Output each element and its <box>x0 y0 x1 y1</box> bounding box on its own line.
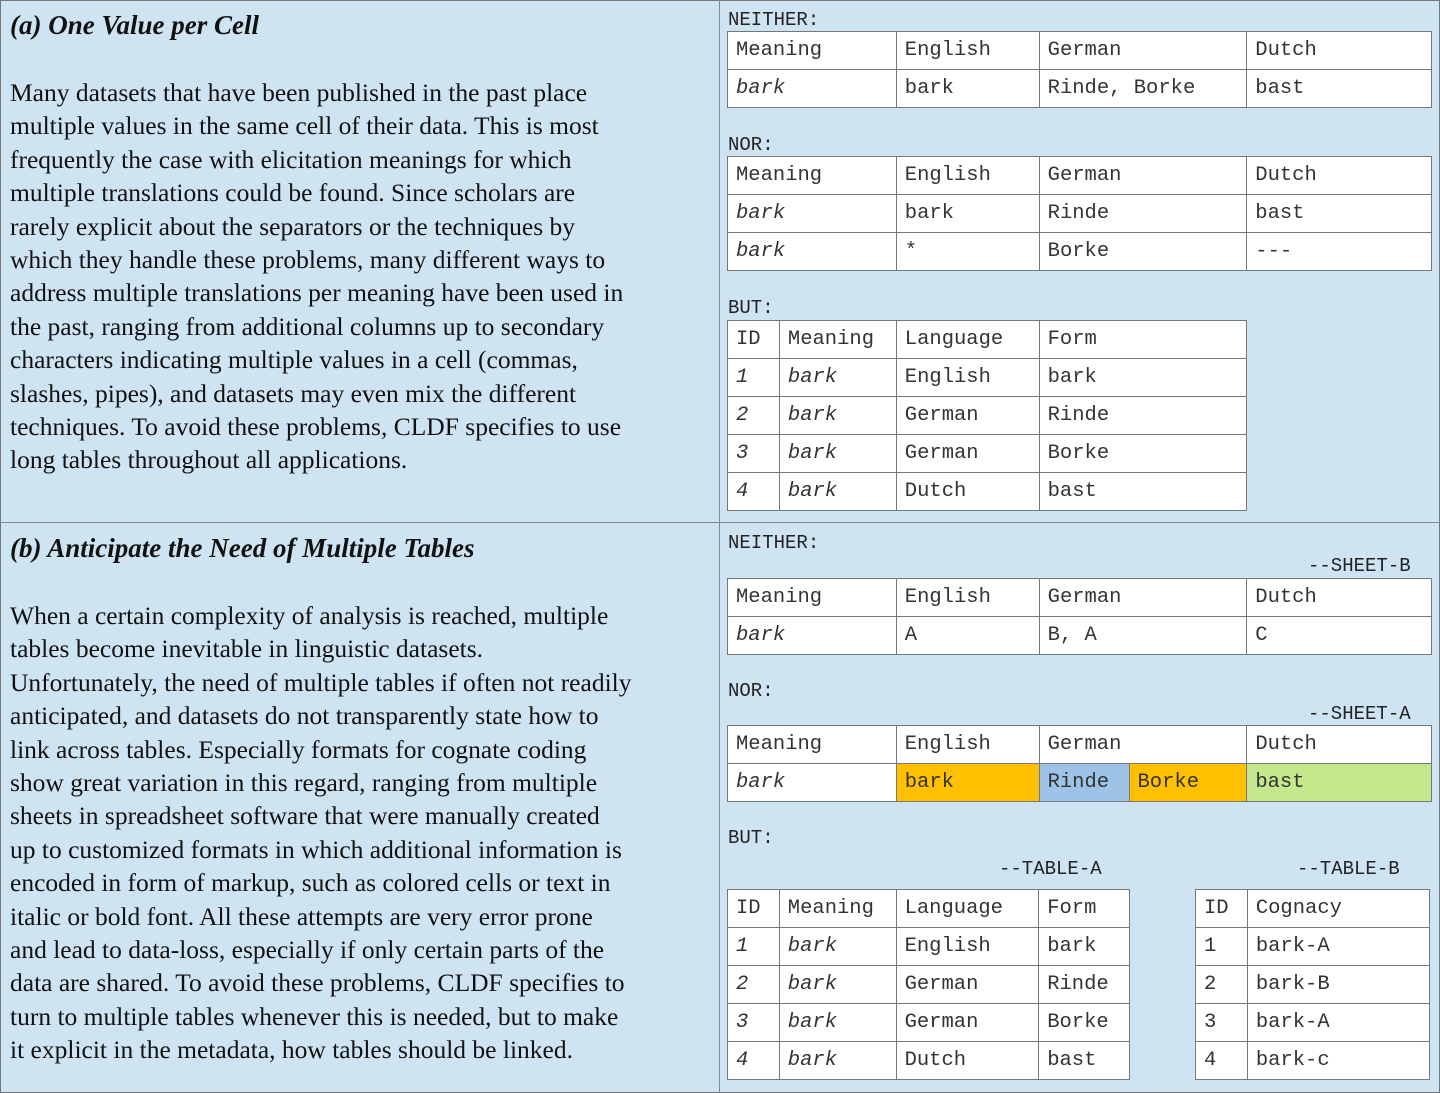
table-cell: bark <box>728 617 897 655</box>
table-cell: German <box>896 1004 1039 1042</box>
colored-table-cell: bark <box>896 764 1039 802</box>
section-a-but-label: BUT: <box>728 297 774 319</box>
table-row <box>728 195 1432 233</box>
table-header-cell: English <box>896 579 1039 617</box>
table-cell: Rinde <box>1039 397 1246 435</box>
table-cell: bark-c <box>1247 1042 1429 1080</box>
table-cell: 4 <box>728 473 780 511</box>
table-row <box>1196 1004 1430 1042</box>
paragraph-line: techniques. To avoid these problems, CLDF specifies to use <box>10 412 622 442</box>
section-b-nor-table <box>727 725 1432 802</box>
paragraph-line: it explicit in the metadata, how tables should be linked. <box>10 1035 573 1065</box>
paragraph-line: turn to multiple tables whenever this is needed, but to make <box>10 1001 619 1031</box>
table-header-cell: Dutch <box>1247 579 1432 617</box>
paragraph-line: slashes, pipes), and datasets may even mix the different <box>10 378 577 408</box>
table-cell: 3 <box>728 435 780 473</box>
table-cell: Borke <box>1039 233 1247 271</box>
table-header-cell: Meaning <box>728 726 897 764</box>
table-header-cell: Meaning <box>728 32 897 70</box>
table-header-cell: Language <box>896 890 1039 928</box>
table-cell: bark <box>779 966 896 1004</box>
table-row <box>1196 928 1430 966</box>
table-cell: bark <box>896 70 1039 108</box>
table-cell: bark <box>728 233 897 271</box>
table-cell: 4 <box>1196 1042 1248 1080</box>
table-cell: 2 <box>728 397 780 435</box>
table-cell: Rinde, Borke <box>1039 70 1247 108</box>
table-a-label: --TABLE-A <box>999 858 1102 880</box>
table-cell: bast <box>1039 1042 1130 1080</box>
table-cell: bark <box>779 397 896 435</box>
section-b-but-label: BUT: <box>728 827 774 849</box>
table-cell: 2 <box>1196 966 1248 1004</box>
paragraph-line: encoded in form of markup, such as colored cells or text in <box>10 868 611 898</box>
table-header-cell: ID <box>728 321 780 359</box>
table-header-cell: English <box>896 32 1039 70</box>
table-cell: * <box>896 233 1039 271</box>
paragraph-line: characters indicating multiple values in a cell (commas, <box>10 345 578 375</box>
table-cell: bark <box>779 928 896 966</box>
table-cell: 2 <box>728 966 780 1004</box>
table-row <box>728 1004 1130 1042</box>
colored-table-cell: Borke <box>1129 764 1247 802</box>
section-b-nor-label: NOR: <box>728 680 774 702</box>
table-cell: bark <box>779 1042 896 1080</box>
table-cell: English <box>896 359 1039 397</box>
table-header-row <box>1196 890 1430 928</box>
paragraph-line: multiple values in the same cell of their data. This is most <box>10 111 599 141</box>
table-header-cell: ID <box>728 890 780 928</box>
table-header-cell: Meaning <box>779 890 896 928</box>
table-cell: 1 <box>728 359 780 397</box>
table-row <box>728 617 1432 655</box>
table-cell: Rinde <box>1039 195 1247 233</box>
section-b-heading: (b) Anticipate the Need of Multiple Tables <box>10 533 475 563</box>
paragraph-line: the past, ranging from additional columns up to secondary <box>10 311 605 341</box>
table-cell: bark <box>779 473 896 511</box>
table-header-cell: German <box>1039 32 1247 70</box>
table-b <box>1195 889 1430 1080</box>
sheet-b-label: --SHEET-B <box>1308 555 1411 577</box>
table-cell: Dutch <box>896 1042 1039 1080</box>
table-cell: English <box>896 928 1039 966</box>
table-cell: 1 <box>1196 928 1248 966</box>
table-row <box>1196 966 1430 1004</box>
table-cell: German <box>896 435 1039 473</box>
table-row <box>728 397 1247 435</box>
paragraph-line: When a certain complexity of analysis is reached, multiple <box>10 601 609 630</box>
paragraph-line: italic or bold font. All these attempts are very error prone <box>10 901 593 931</box>
table-cell: --- <box>1247 233 1432 271</box>
table-b-label: --TABLE-B <box>1297 858 1400 880</box>
table-header-cell: Dutch <box>1247 157 1432 195</box>
table-cell: 3 <box>728 1004 780 1042</box>
paragraph-line: and lead to data-loss, especially if only certain parts of the <box>10 935 605 965</box>
table-cell: bast <box>1039 473 1246 511</box>
table-header-row <box>728 890 1130 928</box>
table-cell: bark-A <box>1247 1004 1429 1042</box>
table-cell: 1 <box>728 928 780 966</box>
table-cell: Borke <box>1039 1004 1130 1042</box>
table-cell: bark <box>896 195 1039 233</box>
table-header-cell: Cognacy <box>1247 890 1429 928</box>
paragraph-line: tables become inevitable in linguistic datasets. <box>10 634 484 664</box>
paragraph-line: up to customized formats in which additional information is <box>10 834 622 864</box>
section-b-paragraph <box>10 599 718 1067</box>
paragraph-line: which they handle these problems, many different ways to <box>10 245 606 275</box>
section-a-paragraph <box>10 76 718 477</box>
sheet-a-label: --SHEET-A <box>1308 703 1411 725</box>
table-cell: Rinde <box>1039 966 1130 1004</box>
table-cell: bark <box>779 359 896 397</box>
table-cell: bark <box>728 70 897 108</box>
table-cell: bark <box>1039 928 1130 966</box>
table-row <box>1196 1042 1430 1080</box>
table-cell: bark <box>779 435 896 473</box>
table-header-cell: Form <box>1039 321 1246 359</box>
table-header-row <box>728 579 1432 617</box>
table-header-row <box>728 321 1247 359</box>
table-header-cell: ID <box>1196 890 1248 928</box>
table-cell: bark <box>728 195 897 233</box>
table-header-row <box>728 32 1432 70</box>
table-row <box>728 966 1130 1004</box>
table-row <box>728 435 1247 473</box>
paragraph-line: show great variation in this regard, ranging from multiple <box>10 768 598 798</box>
section-b-neither-label: NEITHER: <box>728 532 820 554</box>
table-cell: Borke <box>1039 435 1246 473</box>
paragraph-line: Unfortunately, the need of multiple tables if often not readily <box>10 667 632 697</box>
table-header-cell: Language <box>896 321 1039 359</box>
table-header-cell: German <box>1039 579 1247 617</box>
paragraph-line: anticipated, and datasets do not transparently state how to <box>10 701 599 731</box>
section-a-neither-label: NEITHER: <box>728 9 820 31</box>
table-row <box>728 359 1247 397</box>
table-cell: bark-B <box>1247 966 1429 1004</box>
table-header-row <box>728 726 1432 764</box>
table-cell: 4 <box>728 1042 780 1080</box>
colored-table-cell: bast <box>1247 764 1432 802</box>
column-divider <box>719 0 720 1093</box>
table-header-cell: German <box>1039 157 1247 195</box>
table-cell: bark <box>1039 359 1246 397</box>
table-row <box>728 70 1432 108</box>
table-cell: 3 <box>1196 1004 1248 1042</box>
table-row <box>728 473 1247 511</box>
section-a-but-table <box>727 320 1247 511</box>
table-cell: C <box>1247 617 1432 655</box>
table-cell: German <box>896 397 1039 435</box>
paragraph-line: data are shared. To avoid these problems, CLDF specifies to <box>10 968 625 998</box>
section-a-nor-table <box>727 156 1432 271</box>
table-cell: B, A <box>1039 617 1247 655</box>
paragraph-line: frequently the case with elicitation meanings for which <box>10 144 572 174</box>
table-header-cell: English <box>896 726 1039 764</box>
table-row <box>728 928 1130 966</box>
table-cell: bark-A <box>1247 928 1429 966</box>
row-divider <box>0 522 1440 523</box>
colored-table-cell: Rinde <box>1039 764 1129 802</box>
table-header-cell: Dutch <box>1247 726 1432 764</box>
section-b-neither-table <box>727 578 1432 655</box>
colored-table-cell: bark <box>728 764 897 802</box>
table-header-row <box>728 157 1432 195</box>
table-header-cell: Meaning <box>779 321 896 359</box>
section-a-heading: (a) One Value per Cell <box>10 10 259 40</box>
paragraph-line: Many datasets that have been published in the past place <box>10 78 588 107</box>
table-cell: bark <box>779 1004 896 1042</box>
table-cell: bast <box>1247 195 1432 233</box>
table-cell: bast <box>1247 70 1432 108</box>
paragraph-line: link across tables. Especially formats for cognate coding <box>10 734 587 764</box>
table-a <box>727 889 1130 1080</box>
table-header-cell: Meaning <box>728 157 897 195</box>
paragraph-line: long tables throughout all applications. <box>10 445 408 475</box>
paragraph-line: address multiple translations per meaning have been used in <box>10 278 624 308</box>
table-header-cell: English <box>896 157 1039 195</box>
table-row <box>728 233 1432 271</box>
table-row <box>728 764 1432 802</box>
paragraph-line: multiple translations could be found. Since scholars are <box>10 178 576 208</box>
table-header-cell: Form <box>1039 890 1130 928</box>
section-a-neither-table <box>727 31 1432 108</box>
table-header-cell: Dutch <box>1247 32 1432 70</box>
table-cell: German <box>896 966 1039 1004</box>
table-header-cell: German <box>1039 726 1247 764</box>
paragraph-line: rarely explicit about the separators or the techniques by <box>10 211 576 241</box>
table-header-cell: Meaning <box>728 579 897 617</box>
section-a-nor-label: NOR: <box>728 134 774 156</box>
paragraph-line: sheets in spreadsheet software that were manually created <box>10 801 600 831</box>
table-cell: A <box>896 617 1039 655</box>
table-row <box>728 1042 1130 1080</box>
table-cell: Dutch <box>896 473 1039 511</box>
